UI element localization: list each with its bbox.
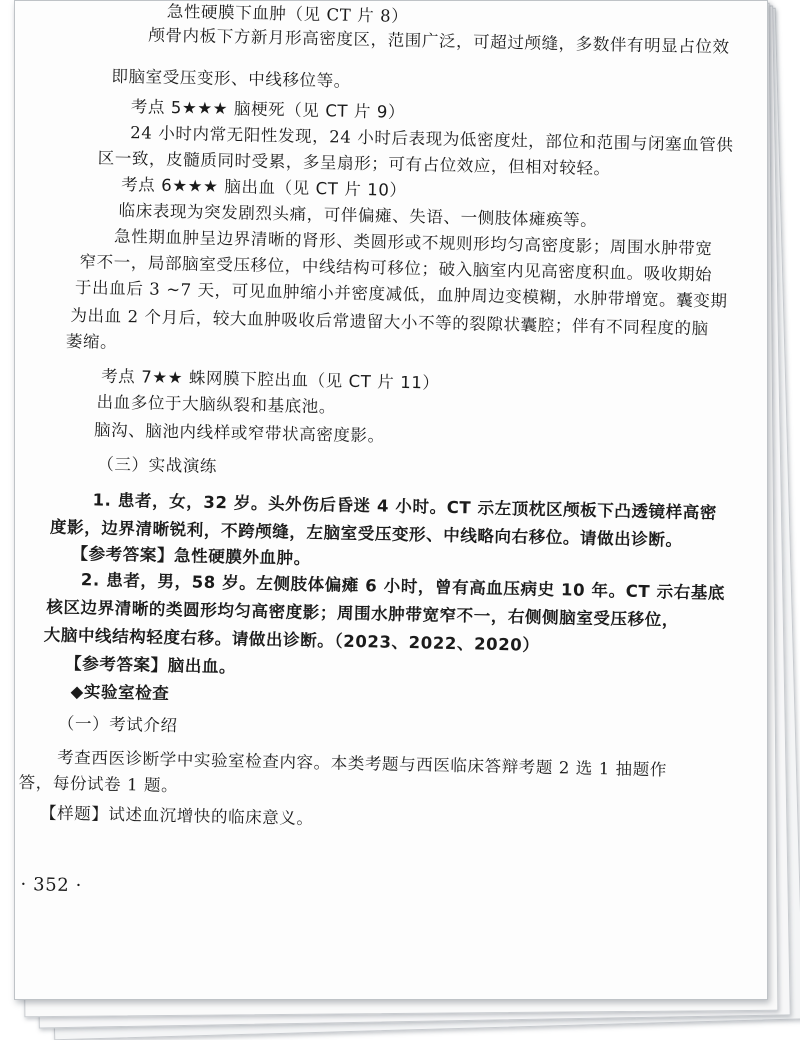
text-line: 临床表现为突发剧烈头痛，可伴偏瘫、失语、一侧肢体瘫痪等。 [118, 200, 598, 230]
section-heading: 考点 5★★★ 脑梗死（见 CT 片 9） [130, 97, 406, 122]
section-heading: ◆实验室检查 [70, 681, 170, 704]
text-line: 出血多位于大脑纵裂和基底池。 [96, 392, 337, 417]
text-line: 区一致，皮髓质同时受累，多呈扇形；可有占位效应，但相对较轻。 [97, 148, 611, 179]
answer-line: 【参考答案】脑出血。 [64, 653, 237, 677]
question-line: 度影，边界清晰锐利，不跨颅缝，左脑室受压变形、中线略向右移位。请做出诊断。 [49, 517, 683, 550]
text-line: 萎缩。 [65, 331, 118, 352]
text-line: 为出血 2 个月后，较大血肿吸收后常遗留大小不等的裂隙状囊腔；伴有不同程度的脑 [70, 305, 709, 339]
book-page [14, 0, 768, 1000]
page-content [14, 0, 768, 1000]
question-line: 1. 患者，女，32 岁。头外伤后昏迷 4 小时。CT 示左顶枕区颅板下凸透镜样高密 [92, 490, 718, 523]
text-line: 考查西医诊断学中实验室检查内容。本类考题与西医临床答辩考题 2 选 1 抽题作 [56, 747, 668, 780]
text-line: 24 小时内常无阳性发现，24 小时后表现为低密度灶，部位和范围与闭塞血管供 [130, 123, 734, 155]
question-line: 核区边界清晰的类圆形均匀高密度影；周围水肿带宽窄不一，右侧侧脑室受压移位， [46, 597, 680, 630]
text-line: 答，每份试卷 1 题。 [18, 772, 179, 796]
subsection-heading: （三）实战演练 [97, 454, 218, 477]
text-line: 颅骨内板下方新月形高密度区，范围广泛，可超过颅缝，多数伴有明显占位效 [148, 25, 730, 57]
text-line: 脑沟、脑池内线样或窄带状高密度影。 [93, 420, 385, 446]
answer-line: 【参考答案】急性硬膜外血肿。 [71, 543, 312, 568]
subsection-heading: （一）考试介绍 [57, 713, 178, 736]
sample-question: 【样题】试述血沉增快的临床意义。 [39, 803, 314, 829]
question-line: 大脑中线结构轻度右移。请做出诊断。（2023、2022、2020） [43, 625, 540, 655]
section-heading: 考点 7★★ 蛛网膜下腔出血（见 CT 片 11） [100, 366, 440, 393]
page-number: · 352 · [20, 873, 83, 897]
text-line: 窄不一，局部脑室受压移位，中线结构可移位；破入脑室内见高密度积血。吸收期始 [79, 252, 713, 285]
text-line: 急性期血肿呈边界清晰的肾形、类圆形或不规则形均匀高密度影；周围水肿带宽 [113, 226, 713, 259]
text-line: 于出血后 3 ~7 天，可见血肿缩小并密度减低，血肿周边变模糊，水肿带增宽。囊变期 [74, 278, 728, 311]
text-line: 即脑室受压变形、中线移位等。 [111, 66, 352, 91]
section-heading: 考点 6★★★ 脑出血（见 CT 片 10） [121, 174, 407, 200]
text-line: 急性硬膜下血肿（见 CT 片 8） [166, 1, 409, 26]
question-line: 2. 患者，男，58 岁。左侧肢体偏瘫 6 小时，曾有高血压病史 10 年。CT 示右基底 [80, 570, 726, 603]
